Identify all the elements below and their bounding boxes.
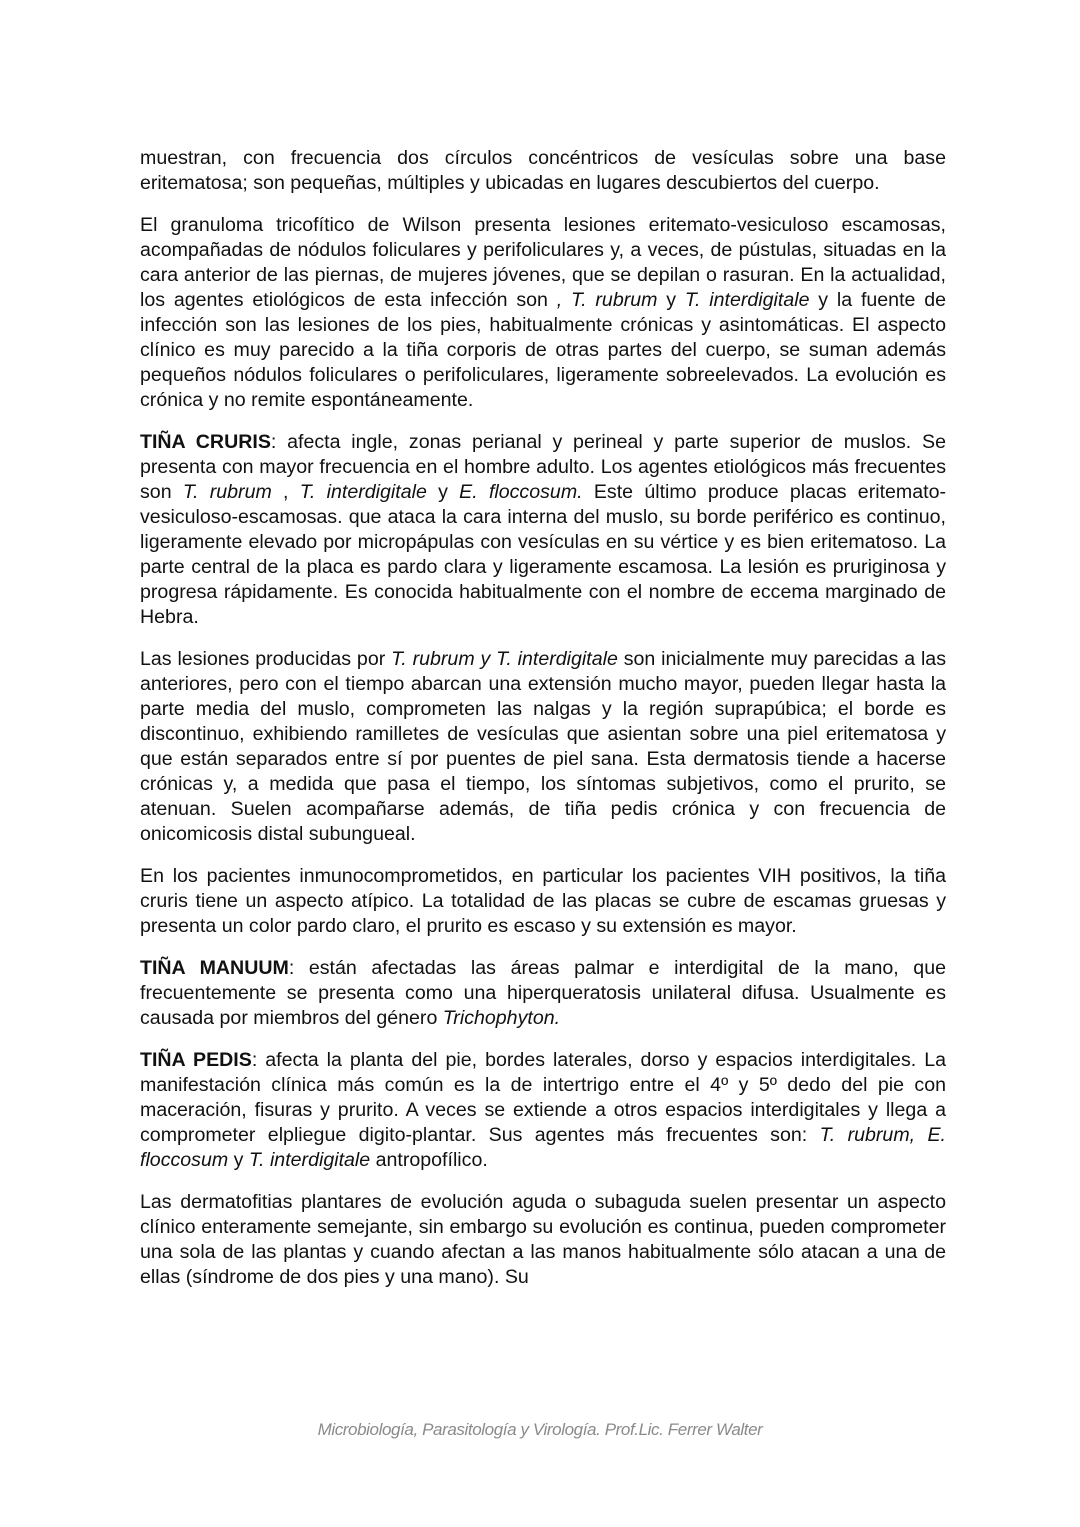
text-run: y <box>426 481 460 503</box>
paragraph-8 <box>140 1190 946 1290</box>
species-name: T. rubrum <box>570 289 658 311</box>
page-footer: Microbiología, Parasitología y Virología. Prof.Lic. Ferrer Walter <box>317 1420 763 1439</box>
text-run: antropofílico. <box>370 1149 488 1171</box>
text-run: , <box>271 481 300 503</box>
text-run: Las lesiones producidas por <box>140 648 392 670</box>
section-term: TIÑA CRURIS <box>140 431 271 453</box>
text-run: En los pacientes inmunocomprometidos, en particular los pacientes VIH positivos, la tiña cruris tiene un aspecto atípico. La totalidad de las placas se cubre de escamas gruesas y presenta un color pardo claro, el prurito es escaso y su extensión es mayor. <box>140 865 946 937</box>
paragraph-tina-pedis <box>140 1048 946 1173</box>
paragraph-tina-cruris <box>140 430 946 630</box>
text-run: El granuloma tricofítico de Wilson presenta lesiones eritemato-vesiculoso escamosas, acompañadas de nódulos foliculares y perifoliculares y, a veces, de pústulas, situadas en la cara anterior de las piernas, de mujeres jóvenes, que se depilan o rasuran. En la actualidad, los agentes etiológicos de esta infección son <box>140 214 946 311</box>
section-term: TIÑA MANUUM <box>140 957 289 979</box>
species-name: T. rubrum y T. interdigitale <box>391 648 618 670</box>
text-run: son inicialmente muy parecidas a las anteriores, pero con el tiempo abarcan una extensión mucho mayor, pueden llegar hasta la parte media del muslo, comprometen las nalgas y la región suprapúbica; el borde es discontinuo, exhibiendo ramilletes de vesículas que asientan sobre una piel eritematosa y que están separados entre sí por puentes de piel sana. Esta dermatosis tiende a hacerse crónicas y, a medida que pasa el tiempo, los síntomas subjetivos, como el prurito, se atenuan. Suelen acompañarse además, de tiña pedis crónica y con frecuencia de onicomicosis distal subungueal. <box>140 648 946 845</box>
text-run: : afecta la planta del pie, bordes laterales, dorso y espacios interdigitales. La manifestación clínica más común es la de intertrigo entre el 4º y 5º dedo del pie con maceración, fisuras y prurito. A veces se extiende a otros espacios interdigitales y llega a comprometer elpliegue digito-plantar. Sus agentes más frecuentes son: <box>140 1049 946 1146</box>
italic-run: , <box>556 289 563 311</box>
species-name: T. rubrum <box>182 481 272 503</box>
paragraph-1 <box>140 146 946 196</box>
text-run: y <box>657 289 685 311</box>
species-name: Trichophyton. <box>442 1007 561 1029</box>
paragraph-5 <box>140 864 946 939</box>
species-name: T. interdigitale <box>248 1149 371 1171</box>
text-run: : afecta ingle, zonas perianal y perineal y parte superior de muslos. Se presenta con mayor frecuencia en el hombre adulto. Los agentes etiológicos más frecuentes son <box>140 431 946 503</box>
text-run: y la fuente de infección son las lesiones de los pies, habitualmente crónicas y asintomáticas. El aspecto clínico es muy parecido a la tiña corporis de otras partes del cuerpo, se suman además pequeños nódulos foliculares o perifoliculares, ligeramente sobreelevados. La evolución es crónica y no remite espontáneamente. <box>140 289 947 411</box>
text-run: muestran, con frecuencia dos círculos concéntricos de vesículas sobre una base eritematosa; son pequeñas, múltiples y ubicadas en lugares descubiertos del cuerpo. <box>140 147 946 194</box>
text-run: Este último produce placas eritemato-vesiculoso-escamosas. que ataca la cara interna del muslo, su borde periférico es continuo, ligeramente elevado por micropápulas con vesículas en su vértice y es bien eritematoso. La parte central de la placa es pardo clara y ligeramente escamosa. La lesión es pruriginosa y progresa rápidamente. Es conocida habitualmente con el nombre de eccema marginado de Hebra. <box>140 481 946 628</box>
paragraph-2 <box>140 213 946 413</box>
document-body <box>140 146 946 1290</box>
text-run <box>562 289 571 311</box>
species-name: T. rubrum, E. floccosum <box>140 1124 946 1171</box>
species-name: E. floccosum. <box>459 481 583 503</box>
text-run: Las dermatofitias plantares de evolución aguda o subaguda suelen presentar un aspecto clínico enteramente semejante, sin embargo su evolución es continua, pueden comprometer una sola de las plantas y cuando afectan a las manos habitualmente sólo atacan a una de ellas (síndrome de dos pies y una mano). Su <box>140 1191 946 1288</box>
species-name: T. interdigitale <box>684 289 810 311</box>
text-run: y <box>228 1149 249 1171</box>
paragraph-4 <box>140 647 946 847</box>
text-run: : están afectadas las áreas palmar e interdigital de la mano, que frecuentemente se presenta como una hiperqueratosis unilateral difusa. Usualmente es causada por miembros del género <box>140 957 946 1029</box>
paragraph-tina-manuum <box>140 956 946 1031</box>
species-name: T. interdigitale <box>299 481 427 503</box>
section-term: TIÑA PEDIS <box>140 1049 252 1071</box>
